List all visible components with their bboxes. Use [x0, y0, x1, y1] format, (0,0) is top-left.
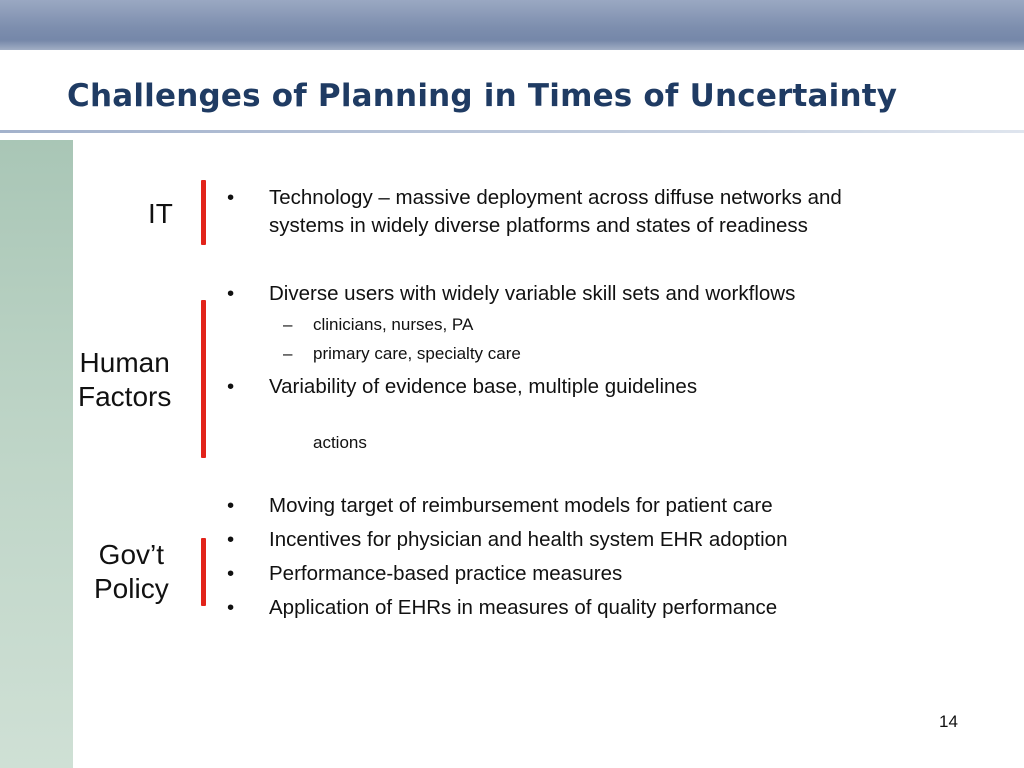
bullet-incentives-text: Incentives for physician and health system EHR adoption [269, 528, 788, 551]
title-divider [0, 130, 1024, 133]
page-number: 14 [939, 712, 958, 731]
category-gov-policy-line1: Gov’t [98, 539, 165, 570]
bullet-marker: • [227, 282, 235, 305]
bullet-technology-line2: systems in widely diverse platforms and states of readiness [269, 214, 808, 237]
bullet-diverse-users-text: Diverse users with widely variable skill sets and workflows [269, 282, 796, 305]
category-it [148, 197, 173, 231]
sub-bullet-marker: – [283, 344, 293, 363]
bullet-variability-text: Variability of evidence base, multiple guidelines [269, 375, 698, 398]
bullet-marker: • [227, 596, 235, 619]
bullet-marker: • [227, 562, 235, 585]
category-human-factors-line1: Human [79, 347, 170, 378]
bullet-marker: • [227, 494, 235, 517]
bullet-reimbursement-text: Moving target of reimbursement models for patient care [269, 494, 773, 517]
category-it-label: IT [148, 198, 173, 229]
bullet-marker: • [227, 528, 235, 551]
slide-title: Challenges of Planning in Times of Uncertainty [67, 78, 898, 114]
bullet-technology-line1: Technology – massive deployment across diffuse networks and [269, 186, 842, 209]
bullet-performance-text: Performance-based practice measures [269, 562, 623, 585]
bullet-marker: • [227, 186, 235, 209]
sub-bullet-marker: – [283, 315, 293, 334]
category-human-factors [78, 346, 171, 414]
bullet-marker: • [227, 375, 235, 398]
category-human-factors-line2: Factors [78, 381, 172, 412]
sub-bullet-conversion-line2: actions [313, 433, 367, 452]
side-band [0, 140, 73, 768]
category-gov-policy [94, 538, 169, 606]
human-factors-bracket-bar [201, 300, 206, 458]
gov-policy-bracket-bar [201, 538, 206, 606]
header-band [0, 0, 1024, 50]
sub-bullet-primary-care-text: primary care, specialty care [313, 344, 521, 363]
category-gov-policy-line2: Policy [94, 573, 169, 604]
sub-bullet-clinicians-text: clinicians, nurses, PA [313, 315, 474, 334]
bullet-application-text: Application of EHRs in measures of quality performance [269, 596, 778, 619]
it-bracket-bar [201, 180, 206, 245]
